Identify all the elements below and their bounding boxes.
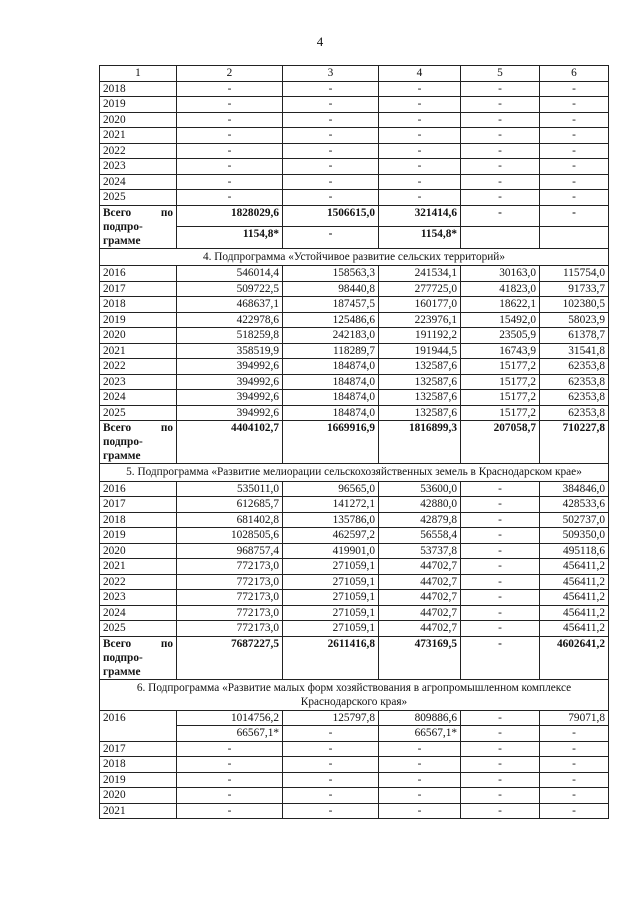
- value-cell: -: [379, 757, 461, 773]
- value-cell: -: [461, 574, 540, 590]
- table-row: [100, 621, 609, 637]
- value-cell: 456411,2: [540, 559, 609, 575]
- table-row: [100, 574, 609, 590]
- value-cell: -: [283, 741, 379, 757]
- table-row: [100, 605, 609, 621]
- value-cell: 546014,4: [177, 266, 283, 282]
- section-title-row: [100, 679, 609, 710]
- total-row: [100, 205, 609, 227]
- value-cell: -: [177, 772, 283, 788]
- value-cell: -: [461, 726, 540, 742]
- value-cell: -: [379, 97, 461, 113]
- value-cell: -: [461, 741, 540, 757]
- value-cell: -: [461, 97, 540, 113]
- value-cell: 184874,0: [283, 359, 379, 375]
- value-cell: -: [461, 757, 540, 773]
- value-cell: 271059,1: [283, 559, 379, 575]
- year-cell: 2023: [100, 374, 177, 390]
- value-cell: 772173,0: [177, 605, 283, 621]
- section-title-row: [100, 248, 609, 266]
- total-value-cell: 1816899,3: [379, 421, 461, 464]
- value-cell: 419901,0: [283, 543, 379, 559]
- table-row: [100, 710, 609, 726]
- value-cell: 158563,3: [283, 266, 379, 282]
- value-cell: -: [540, 726, 609, 742]
- value-cell: 394992,6: [177, 359, 283, 375]
- value-cell: 184874,0: [283, 390, 379, 406]
- table-row: [100, 726, 609, 742]
- value-cell: 98440,8: [283, 281, 379, 297]
- value-cell: 223976,1: [379, 312, 461, 328]
- table-row: [100, 803, 609, 819]
- table-row: [100, 390, 609, 406]
- table-row: [100, 512, 609, 528]
- year-cell: 2020: [100, 112, 177, 128]
- value-cell: 91733,7: [540, 281, 609, 297]
- table-row: [100, 328, 609, 344]
- value-cell: 612685,7: [177, 497, 283, 513]
- value-cell: 118289,7: [283, 343, 379, 359]
- value-cell: 44702,7: [379, 574, 461, 590]
- year-cell: 2021: [100, 128, 177, 144]
- total-value-cell: 1506615,0: [283, 205, 379, 227]
- value-cell: -: [379, 772, 461, 788]
- total-value-cell: -: [461, 205, 540, 227]
- value-cell: 56558,4: [379, 528, 461, 544]
- value-cell: 191944,5: [379, 343, 461, 359]
- value-cell: 428533,6: [540, 497, 609, 513]
- value-cell: -: [461, 605, 540, 621]
- value-cell: 772173,0: [177, 621, 283, 637]
- value-cell: -: [461, 112, 540, 128]
- value-cell: -: [177, 190, 283, 206]
- value-cell: -: [540, 143, 609, 159]
- table-row: [100, 297, 609, 313]
- value-cell: -: [177, 741, 283, 757]
- value-cell: 96565,0: [283, 481, 379, 497]
- value-cell: 62353,8: [540, 390, 609, 406]
- value-cell: 15177,2: [461, 405, 540, 421]
- value-cell: 62353,8: [540, 405, 609, 421]
- year-cell: 2021: [100, 559, 177, 575]
- value-cell: 509350,0: [540, 528, 609, 544]
- value-cell: 1014756,2: [177, 710, 283, 726]
- year-cell: 2017: [100, 497, 177, 513]
- value-cell: 30163,0: [461, 266, 540, 282]
- total-extra-cell: 1154,8*: [177, 227, 283, 249]
- year-cell: 2023: [100, 590, 177, 606]
- value-cell: -: [540, 741, 609, 757]
- year-cell: 2017: [100, 741, 177, 757]
- table-row: [100, 143, 609, 159]
- value-cell: 422978,6: [177, 312, 283, 328]
- value-cell: 191192,2: [379, 328, 461, 344]
- value-cell: -: [461, 512, 540, 528]
- table-row: [100, 497, 609, 513]
- value-cell: 42879,8: [379, 512, 461, 528]
- value-cell: 535011,0: [177, 481, 283, 497]
- value-cell: 394992,6: [177, 374, 283, 390]
- value-cell: 66567,1*: [177, 726, 283, 742]
- value-cell: -: [177, 97, 283, 113]
- value-cell: -: [540, 112, 609, 128]
- total-label: Всего по подпро-грамме: [100, 636, 177, 679]
- table-row: [100, 559, 609, 575]
- total-value-cell: 1669916,9: [283, 421, 379, 464]
- year-cell: 2017: [100, 281, 177, 297]
- value-cell: 61378,7: [540, 328, 609, 344]
- value-cell: -: [283, 757, 379, 773]
- value-cell: 16743,9: [461, 343, 540, 359]
- value-cell: 772173,0: [177, 559, 283, 575]
- value-cell: -: [461, 190, 540, 206]
- value-cell: -: [177, 143, 283, 159]
- column-number-6: 6: [540, 66, 609, 82]
- column-number-3: 3: [283, 66, 379, 82]
- value-cell: -: [379, 143, 461, 159]
- year-cell: 2024: [100, 605, 177, 621]
- empty-cell: [540, 227, 609, 249]
- empty-cell: [461, 227, 540, 249]
- value-cell: 18622,1: [461, 297, 540, 313]
- column-number-4: 4: [379, 66, 461, 82]
- table-row: [100, 772, 609, 788]
- value-cell: -: [379, 81, 461, 97]
- value-cell: 495118,6: [540, 543, 609, 559]
- subprogram-title: 4. Подпрограмма «Устойчивое развитие сельских территорий»: [100, 248, 609, 266]
- total-value-cell: -: [540, 205, 609, 227]
- value-cell: -: [283, 81, 379, 97]
- value-cell: 456411,2: [540, 621, 609, 637]
- year-cell: 2025: [100, 621, 177, 637]
- table-row: [100, 359, 609, 375]
- value-cell: 102380,5: [540, 297, 609, 313]
- value-cell: 160177,0: [379, 297, 461, 313]
- table-row: [100, 543, 609, 559]
- value-cell: 184874,0: [283, 374, 379, 390]
- value-cell: -: [540, 772, 609, 788]
- value-cell: -: [283, 97, 379, 113]
- year-cell: 2022: [100, 574, 177, 590]
- total-value-cell: 710227,8: [540, 421, 609, 464]
- year-cell: 2025: [100, 190, 177, 206]
- value-cell: 23505,9: [461, 328, 540, 344]
- value-cell: 15177,2: [461, 390, 540, 406]
- header-row: [100, 66, 609, 82]
- value-cell: -: [379, 174, 461, 190]
- value-cell: 125797,8: [283, 710, 379, 726]
- year-cell: 2021: [100, 343, 177, 359]
- value-cell: -: [540, 788, 609, 804]
- value-cell: 62353,8: [540, 359, 609, 375]
- year-cell: 2024: [100, 390, 177, 406]
- value-cell: 44702,7: [379, 590, 461, 606]
- total-value-cell: 1828029,6: [177, 205, 283, 227]
- value-cell: 44702,7: [379, 605, 461, 621]
- value-cell: 53737,8: [379, 543, 461, 559]
- year-cell: 2018: [100, 81, 177, 97]
- value-cell: 456411,2: [540, 574, 609, 590]
- value-cell: -: [379, 190, 461, 206]
- value-cell: -: [461, 481, 540, 497]
- value-cell: 135786,0: [283, 512, 379, 528]
- value-cell: -: [540, 159, 609, 175]
- value-cell: -: [461, 81, 540, 97]
- year-cell: 2018: [100, 757, 177, 773]
- total-extra-row: [100, 227, 609, 249]
- total-row: [100, 421, 609, 464]
- table-row: [100, 281, 609, 297]
- value-cell: 681402,8: [177, 512, 283, 528]
- value-cell: 809886,6: [379, 710, 461, 726]
- value-cell: -: [379, 128, 461, 144]
- total-value-cell: 473169,5: [379, 636, 461, 679]
- year-cell: 2016: [100, 710, 177, 741]
- table-row: [100, 81, 609, 97]
- value-cell: -: [540, 97, 609, 113]
- value-cell: -: [283, 159, 379, 175]
- year-cell: 2025: [100, 405, 177, 421]
- subprogram-title: 5. Подпрограмма «Развитие мелиорации сельскохозяйственных земель в Краснодарском крае»: [100, 464, 609, 482]
- value-cell: -: [461, 143, 540, 159]
- value-cell: -: [283, 174, 379, 190]
- value-cell: -: [379, 741, 461, 757]
- year-cell: 2022: [100, 143, 177, 159]
- total-value-cell: 207058,7: [461, 421, 540, 464]
- value-cell: 44702,7: [379, 621, 461, 637]
- value-cell: 468637,1: [177, 297, 283, 313]
- table-row: [100, 481, 609, 497]
- value-cell: 277725,0: [379, 281, 461, 297]
- table-row: [100, 528, 609, 544]
- value-cell: 242183,0: [283, 328, 379, 344]
- total-extra-cell: 1154,8*: [379, 227, 461, 249]
- value-cell: 44702,7: [379, 559, 461, 575]
- value-cell: 1028505,6: [177, 528, 283, 544]
- value-cell: -: [461, 590, 540, 606]
- value-cell: 15492,0: [461, 312, 540, 328]
- year-cell: 2019: [100, 312, 177, 328]
- value-cell: -: [540, 757, 609, 773]
- value-cell: -: [461, 621, 540, 637]
- column-number-1: 1: [100, 66, 177, 82]
- total-value-cell: 2611416,8: [283, 636, 379, 679]
- year-cell: 2022: [100, 359, 177, 375]
- value-cell: -: [177, 128, 283, 144]
- total-extra-cell: -: [283, 227, 379, 249]
- year-cell: 2019: [100, 97, 177, 113]
- year-cell: 2024: [100, 174, 177, 190]
- value-cell: -: [177, 159, 283, 175]
- total-label: Всего по подпро-грамме: [100, 421, 177, 464]
- year-cell: 2020: [100, 788, 177, 804]
- value-cell: -: [177, 112, 283, 128]
- table-row: [100, 757, 609, 773]
- table-row: [100, 741, 609, 757]
- year-cell: 2019: [100, 772, 177, 788]
- year-cell: 2018: [100, 512, 177, 528]
- value-cell: 62353,8: [540, 374, 609, 390]
- total-row: [100, 636, 609, 679]
- page-number: 4: [316, 34, 324, 49]
- value-cell: -: [461, 788, 540, 804]
- value-cell: -: [540, 190, 609, 206]
- table-row: [100, 405, 609, 421]
- value-cell: 42880,0: [379, 497, 461, 513]
- value-cell: 384846,0: [540, 481, 609, 497]
- value-cell: -: [177, 803, 283, 819]
- total-value-cell: 4602641,2: [540, 636, 609, 679]
- year-cell: 2023: [100, 159, 177, 175]
- value-cell: 53600,0: [379, 481, 461, 497]
- table-row: [100, 312, 609, 328]
- total-label: Всего по подпро-грамме: [100, 205, 177, 248]
- total-value-cell: 321414,6: [379, 205, 461, 227]
- value-cell: -: [283, 112, 379, 128]
- year-cell: 2019: [100, 528, 177, 544]
- table-row: [100, 128, 609, 144]
- value-cell: 115754,0: [540, 266, 609, 282]
- value-cell: 271059,1: [283, 590, 379, 606]
- value-cell: 394992,6: [177, 405, 283, 421]
- table-row: [100, 343, 609, 359]
- value-cell: 456411,2: [540, 605, 609, 621]
- value-cell: 184874,0: [283, 405, 379, 421]
- value-cell: -: [461, 803, 540, 819]
- year-cell: 2016: [100, 481, 177, 497]
- value-cell: -: [461, 497, 540, 513]
- column-number-2: 2: [177, 66, 283, 82]
- table-row: [100, 159, 609, 175]
- value-cell: 462597,2: [283, 528, 379, 544]
- value-cell: -: [283, 788, 379, 804]
- year-cell: 2016: [100, 266, 177, 282]
- value-cell: 271059,1: [283, 621, 379, 637]
- table-row: [100, 374, 609, 390]
- table-row: [100, 174, 609, 190]
- value-cell: 125486,6: [283, 312, 379, 328]
- value-cell: 187457,5: [283, 297, 379, 313]
- value-cell: 271059,1: [283, 574, 379, 590]
- value-cell: 772173,0: [177, 574, 283, 590]
- value-cell: -: [283, 803, 379, 819]
- value-cell: -: [461, 559, 540, 575]
- value-cell: -: [461, 543, 540, 559]
- section-title-row: [100, 464, 609, 482]
- value-cell: -: [461, 128, 540, 144]
- table-row: [100, 590, 609, 606]
- value-cell: -: [461, 772, 540, 788]
- value-cell: -: [540, 128, 609, 144]
- value-cell: 518259,8: [177, 328, 283, 344]
- year-cell: 2020: [100, 328, 177, 344]
- value-cell: 968757,4: [177, 543, 283, 559]
- value-cell: 132587,6: [379, 405, 461, 421]
- table-row: [100, 190, 609, 206]
- value-cell: 15177,2: [461, 359, 540, 375]
- value-cell: 502737,0: [540, 512, 609, 528]
- value-cell: -: [461, 528, 540, 544]
- table-row: [100, 266, 609, 282]
- subprogram-title: 6. Подпрограмма «Развитие малых форм хозяйствования в агропромышленном комплексе Краснодарского края»: [100, 679, 609, 710]
- value-cell: 66567,1*: [379, 726, 461, 742]
- value-cell: -: [283, 772, 379, 788]
- value-cell: -: [177, 788, 283, 804]
- value-cell: -: [379, 803, 461, 819]
- value-cell: 58023,9: [540, 312, 609, 328]
- value-cell: 132587,6: [379, 359, 461, 375]
- total-value-cell: -: [461, 636, 540, 679]
- table-row: [100, 97, 609, 113]
- value-cell: 41823,0: [461, 281, 540, 297]
- value-cell: -: [540, 81, 609, 97]
- value-cell: 394992,6: [177, 390, 283, 406]
- value-cell: 456411,2: [540, 590, 609, 606]
- value-cell: -: [177, 757, 283, 773]
- value-cell: 509722,5: [177, 281, 283, 297]
- value-cell: 31541,8: [540, 343, 609, 359]
- total-value-cell: 4404102,7: [177, 421, 283, 464]
- value-cell: 141272,1: [283, 497, 379, 513]
- year-cell: 2020: [100, 543, 177, 559]
- total-value-cell: 7687227,5: [177, 636, 283, 679]
- value-cell: 132587,6: [379, 390, 461, 406]
- value-cell: -: [283, 190, 379, 206]
- table-row: [100, 112, 609, 128]
- value-cell: -: [540, 803, 609, 819]
- value-cell: -: [461, 174, 540, 190]
- value-cell: 772173,0: [177, 590, 283, 606]
- value-cell: 132587,6: [379, 374, 461, 390]
- value-cell: -: [379, 159, 461, 175]
- value-cell: -: [461, 159, 540, 175]
- budget-table: [99, 65, 609, 819]
- value-cell: -: [283, 143, 379, 159]
- value-cell: 15177,2: [461, 374, 540, 390]
- value-cell: 241534,1: [379, 266, 461, 282]
- value-cell: -: [283, 128, 379, 144]
- value-cell: -: [283, 726, 379, 742]
- value-cell: 271059,1: [283, 605, 379, 621]
- column-number-5: 5: [461, 66, 540, 82]
- value-cell: -: [379, 112, 461, 128]
- value-cell: -: [540, 174, 609, 190]
- value-cell: -: [461, 710, 540, 726]
- value-cell: -: [379, 788, 461, 804]
- value-cell: -: [177, 174, 283, 190]
- value-cell: 358519,9: [177, 343, 283, 359]
- value-cell: -: [177, 81, 283, 97]
- year-cell: 2018: [100, 297, 177, 313]
- value-cell: 79071,8: [540, 710, 609, 726]
- year-cell: 2021: [100, 803, 177, 819]
- table-row: [100, 788, 609, 804]
